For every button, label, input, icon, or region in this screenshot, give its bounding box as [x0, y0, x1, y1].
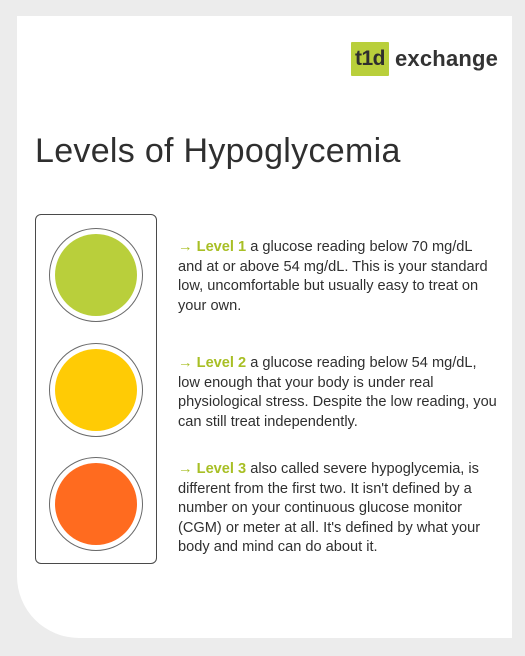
level-3-description	[178, 460, 498, 558]
green-light-fill	[55, 234, 137, 316]
level-2-description	[178, 354, 498, 432]
level-2-name: Level 2	[196, 355, 247, 371]
level-1-text: a glucose reading below 70 mg/dL and at or above 54 mg/dL. This is your standard low, uncomfortable but usually easy to treat on your own.	[178, 239, 488, 314]
t1d-exchange-logo	[351, 39, 498, 79]
arrow-right-icon: →	[178, 239, 197, 255]
logo-wordmark: exchange	[395, 46, 499, 71]
yellow-light-icon	[49, 343, 143, 437]
arrow-right-icon: →	[178, 461, 197, 477]
level-2-text: a glucose reading below 54 mg/dL, low enough that your body is under real physiological stress. Despite the low reading, you can still treat independently.	[178, 355, 497, 430]
level-3-name: Level 3	[196, 461, 247, 477]
green-light-icon	[49, 228, 143, 322]
level-1-description	[178, 238, 498, 316]
orange-light-fill	[55, 463, 137, 545]
arrow-right-icon: →	[178, 355, 197, 371]
traffic-light	[35, 214, 157, 564]
page-title: Levels of Hypoglycemia	[35, 132, 401, 170]
level-1-name: Level 1	[196, 239, 247, 255]
logo-badge: t1d	[351, 42, 389, 76]
orange-light-icon	[49, 457, 143, 551]
level-3-text: also called severe hypoglycemia, is different from the first two. It isn't defined by a number on your continuous glucose monitor (CGM) or meter at all. It's defined by what your body and mind can do about it.	[178, 461, 481, 555]
yellow-light-fill	[55, 349, 137, 431]
infographic-card	[17, 16, 512, 638]
